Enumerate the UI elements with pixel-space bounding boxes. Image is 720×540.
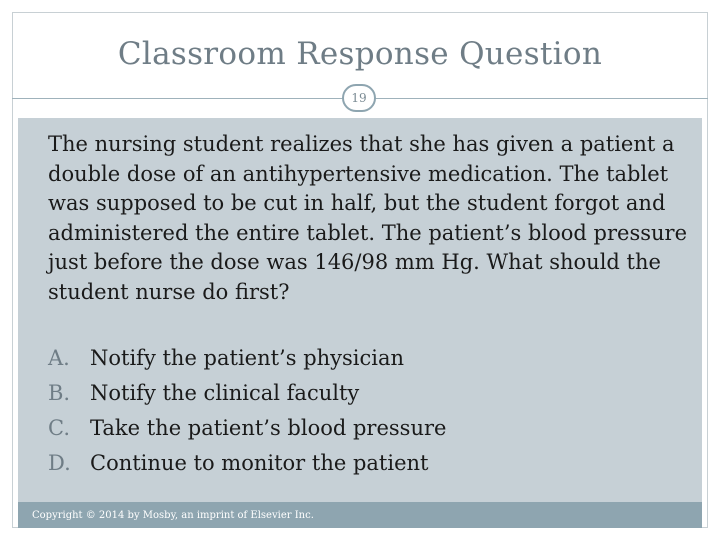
option-letter: C.	[48, 416, 70, 440]
answer-options	[48, 341, 688, 481]
option-d	[48, 446, 688, 481]
question-text: The nursing student realizes that she has given a patient a double dose of an antihypertensive medication. The tablet was supposed to be cut in half, but the student forgot and administered the entire tablet. The patient’s blood pressure just before the dose was 146/98 mm Hg. What should the student nurse do first?	[48, 132, 688, 304]
option-c	[48, 411, 688, 446]
option-a	[48, 341, 688, 376]
option-text: Continue to monitor the patient	[90, 451, 429, 475]
option-letter: A.	[48, 346, 70, 370]
slide-title: Classroom Response Question	[117, 36, 603, 72]
page-number-badge: 19	[342, 84, 376, 112]
content-panel	[18, 118, 702, 508]
option-b	[48, 376, 688, 411]
option-text: Take the patient’s blood pressure	[90, 416, 447, 440]
copyright-notice: Copyright © 2014 by Mosby, an imprint of Elsevier Inc.	[32, 510, 314, 521]
option-text: Notify the patient’s physician	[90, 346, 405, 370]
option-text: Notify the clinical faculty	[90, 381, 360, 405]
option-letter: D.	[48, 451, 71, 475]
option-letter: B.	[48, 381, 71, 405]
